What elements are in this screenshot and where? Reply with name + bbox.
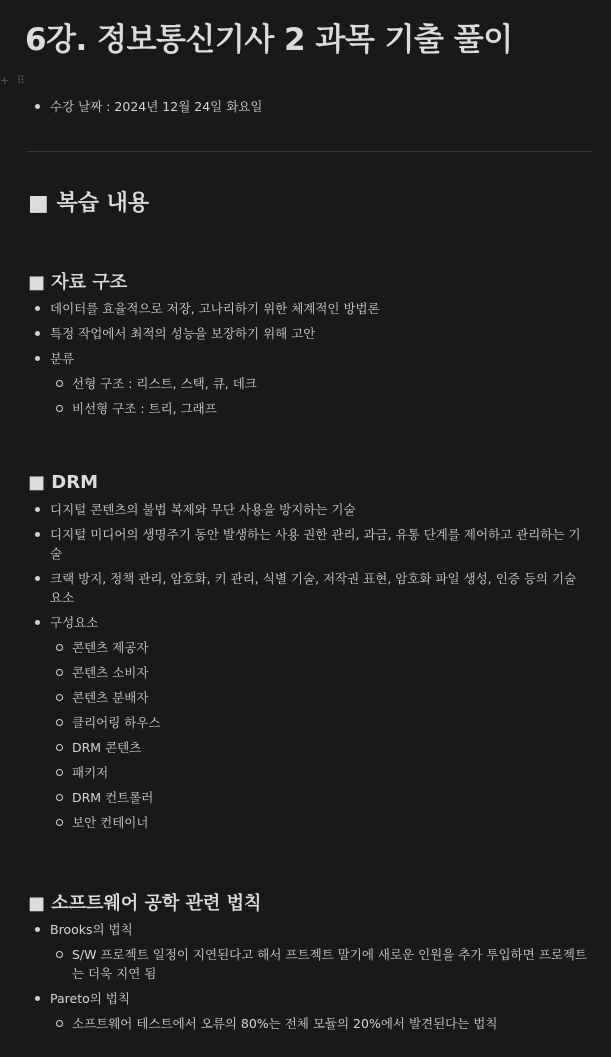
sub-list-item[interactable] <box>50 663 588 682</box>
date-item[interactable] <box>28 97 262 116</box>
list-item-text: Brooks의 법칙 <box>50 922 133 937</box>
sub-list-item-text: 보안 컨테이너 <box>72 815 149 830</box>
review-heading[interactable]: ■ 복습 내용 <box>28 191 150 216</box>
list-item[interactable] <box>28 500 588 519</box>
software-law-list <box>28 920 588 1039</box>
sub-list-item[interactable] <box>50 374 588 393</box>
divider <box>27 151 592 152</box>
date-list <box>28 97 262 122</box>
list-item[interactable] <box>28 569 588 607</box>
list-item[interactable] <box>28 613 588 832</box>
sub-list <box>50 638 588 832</box>
sub-list-item-text: DRM 콘텐츠 <box>72 740 142 755</box>
drm-heading[interactable]: ■ DRM <box>28 472 98 493</box>
list-item[interactable] <box>28 525 588 563</box>
sub-list-item-text: S/W 프로젝트 일정이 지연된다고 해서 프트젝트 말기에 새로운 인원을 추가 투입하면 프로젝트는 더욱 지연 됨 <box>72 947 587 981</box>
sub-list-item[interactable] <box>50 738 588 757</box>
sub-list-item[interactable] <box>50 813 588 832</box>
list-item-text: Pareto의 법칙 <box>50 991 130 1006</box>
page-title[interactable]: 6강. 정보통신기사 2 과목 기출 풀이 <box>25 22 513 58</box>
drm-list <box>28 500 588 838</box>
data-structure-list <box>28 299 588 424</box>
list-item-text: 디지털 미디어의 생명주기 동안 발생하는 사용 권한 관리, 과금, 유통 단계를 제어하고 관리하는 기술 <box>50 527 581 561</box>
block-drag-handle-icon[interactable]: + ⠿ <box>0 74 27 87</box>
list-item-text: 크랙 방지, 정책 관리, 암호화, 키 관리, 식별 기술, 저작권 표현, 암호화 파일 생성, 인증 등의 기술 요소 <box>50 571 577 605</box>
software-law-heading[interactable]: ■ 소프트웨어 공학 관련 법칙 <box>28 893 262 914</box>
list-item[interactable] <box>28 299 588 318</box>
sub-list-item[interactable] <box>50 1014 588 1033</box>
sub-list-item-text: 비선형 구조 : 트리, 그래프 <box>72 401 217 416</box>
sub-list-item[interactable] <box>50 763 588 782</box>
list-item-text: 구성요소 <box>50 615 99 630</box>
sub-list <box>50 945 588 983</box>
list-item-text: 디지털 콘텐츠의 불법 복제와 무단 사용을 방지하는 기술 <box>50 502 356 517</box>
sub-list-item-text: 패키저 <box>72 765 109 780</box>
sub-list-item-text: 선형 구조 : 리스트, 스택, 큐, 데크 <box>72 376 257 391</box>
sub-list-item-text: DRM 컨트롤러 <box>72 790 154 805</box>
sub-list-item[interactable] <box>50 688 588 707</box>
list-item[interactable] <box>28 920 588 983</box>
sub-list-item-text: 콘텐츠 분배자 <box>72 690 149 705</box>
sub-list <box>50 374 588 418</box>
sub-list-item-text: 콘텐츠 소비자 <box>72 665 149 680</box>
list-item[interactable] <box>28 324 588 343</box>
sub-list-item[interactable] <box>50 399 588 418</box>
sub-list-item[interactable] <box>50 638 588 657</box>
sub-list-item-text: 콘텐츠 제공자 <box>72 640 149 655</box>
sub-list-item[interactable] <box>50 788 588 807</box>
list-item[interactable] <box>28 989 588 1033</box>
sub-list-item[interactable] <box>50 945 588 983</box>
list-item-text: 특정 작업에서 최적의 성능을 보장하기 위해 고안 <box>50 326 316 341</box>
sub-list-item[interactable] <box>50 713 588 732</box>
list-item-text: 데이터를 효율적으로 저장, 고나리하기 위한 체계적인 방법론 <box>50 301 380 316</box>
sub-list-item-text: 소프트웨어 테스트에서 오류의 80%는 전체 모듈의 20%에서 발견된다는 법칙 <box>72 1016 498 1031</box>
date-text: 수강 날짜 : 2024년 12월 24일 화요일 <box>50 99 263 114</box>
list-item-text: 분류 <box>50 351 75 366</box>
sub-list <box>50 1014 588 1033</box>
data-structure-heading[interactable]: ■ 자료 구조 <box>28 272 128 293</box>
list-item[interactable] <box>28 349 588 418</box>
sub-list-item-text: 클리어링 하우스 <box>72 715 161 730</box>
